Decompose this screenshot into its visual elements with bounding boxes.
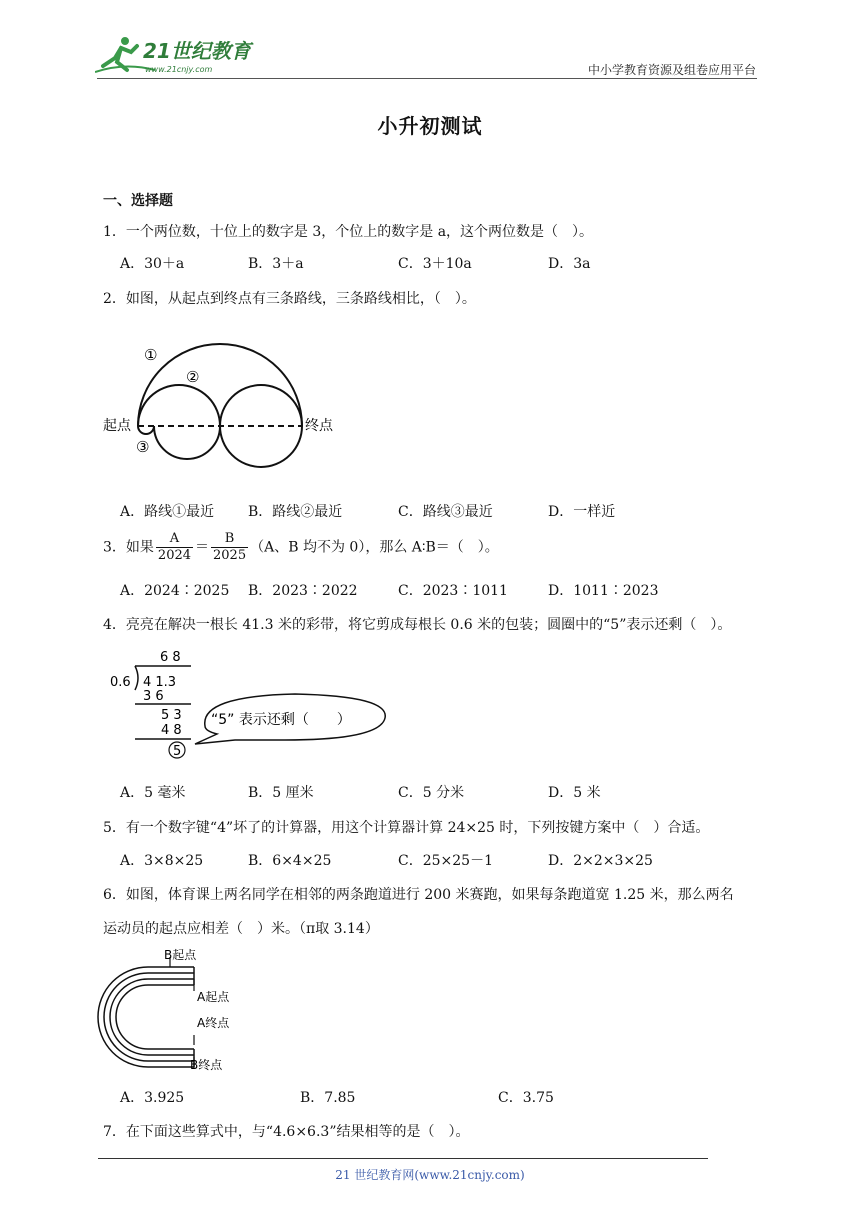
logo-text: 21世纪教育: [143, 39, 251, 63]
a-end-label: A终点: [197, 1016, 230, 1030]
route-1-label: ①: [144, 346, 158, 364]
footer-divider: [98, 1158, 708, 1159]
division-step-2: 5 3: [161, 708, 182, 723]
q5-option-a[interactable]: A．3×8×25: [120, 853, 204, 869]
logo-url: www.21cnjy.com: [145, 65, 213, 74]
route-2-label: ②: [186, 368, 200, 386]
q1-option-d[interactable]: D．3a: [548, 256, 591, 272]
q5-option-d[interactable]: D．2×2×3×25: [548, 853, 653, 869]
q6-option-a[interactable]: A．3.925: [120, 1090, 185, 1106]
fraction-b-2025: $\frac{B}{2025}$: [213, 531, 247, 563]
fraction-a-2024: $\frac{A}{2024}$: [157, 531, 192, 563]
q5-option-b[interactable]: B．6×4×25: [248, 853, 332, 869]
q3-suffix: （A、B 均不为 0），那么 A∶B＝（ ）。: [250, 539, 499, 556]
q2-option-d[interactable]: D．一样近: [548, 504, 616, 520]
q5-option-c[interactable]: C．25×25－1: [398, 853, 493, 869]
b-start-label: B起点: [164, 948, 197, 962]
division-dividend: 4 1.3: [143, 675, 177, 690]
question-2-stem: 2．如图，从起点到终点有三条路线，三条路线相比，（ ）。: [103, 291, 476, 307]
header-divider: [97, 78, 757, 79]
q4-option-c[interactable]: C．5 分米: [398, 785, 465, 801]
division-step-3: 4 8: [161, 723, 182, 738]
route-3-label: ③: [136, 438, 150, 456]
q1-option-c[interactable]: C．3＋10a: [398, 256, 472, 272]
bubble-text: “5” 表示还剩（ ）: [211, 712, 351, 728]
q3-prefix: 3．如果: [103, 539, 154, 556]
site-logo: [95, 32, 265, 76]
a-start-label: A起点: [197, 990, 230, 1004]
footer-link[interactable]: 21 世纪教育网(www.21cnjy.com): [335, 1168, 525, 1182]
q3-option-a[interactable]: A．2024∶2025: [120, 583, 230, 599]
q6-option-b[interactable]: B．7.85: [300, 1090, 356, 1106]
question-3-stem: [103, 531, 499, 564]
q3-option-c[interactable]: C．2023∶1011: [398, 583, 508, 599]
q4-option-a[interactable]: A．5 毫米: [120, 785, 186, 801]
question-6-stem: 6．如图，体育课上两名同学在相邻的两条跑道进行 200 米赛跑，如果每条跑道宽 1.25 米，那么两名: [103, 887, 734, 903]
question-4-stem: 4．亮亮在解决一根长 41.3 米的彩带，将它剪成每根长 0.6 米的包装；圆圈中的“5”表示还剩（ ）。: [103, 617, 732, 633]
q4-option-d[interactable]: D．5 米: [548, 785, 601, 801]
running-track-figure: [96, 945, 246, 1075]
routes-figure: [100, 340, 350, 470]
question-1-stem: 1．一个两位数，十位上的数字是 3，个位上的数字是 a，这个两位数是（ ）。: [103, 224, 594, 240]
page-title: 小升初测试: [377, 114, 483, 138]
division-remainder: 5: [173, 744, 182, 759]
q2-option-c[interactable]: C．路线③最近: [398, 504, 493, 520]
q3-eq: ＝: [195, 539, 210, 556]
q2-option-a[interactable]: A．路线①最近: [120, 504, 215, 520]
q3-option-d[interactable]: D．1011∶2023: [548, 583, 659, 599]
b-end-label: B终点: [190, 1058, 223, 1072]
end-label: 终点: [305, 418, 333, 434]
q3-option-b[interactable]: B．2023∶2022: [248, 583, 358, 599]
q1-option-a[interactable]: A．30＋a: [120, 256, 185, 272]
header-platform-text: 中小学教育资源及组卷应用平台: [587, 63, 756, 77]
question-6-stem-2: 运动员的起点应相差（ ）米。（π取 3.14）: [103, 921, 379, 937]
question-7-stem: 7．在下面这些算式中，与“4.6×6.3”结果相等的是（ ）。: [103, 1124, 470, 1140]
q2-option-b[interactable]: B．路线②最近: [248, 504, 343, 520]
division-quotient: 6 8: [160, 650, 181, 665]
division-step-1: 3 6: [143, 689, 164, 704]
start-label: 起点: [103, 418, 131, 434]
q6-option-c[interactable]: C．3.75: [498, 1090, 554, 1106]
q1-option-b[interactable]: B．3＋a: [248, 256, 304, 272]
long-division-figure: [105, 646, 395, 766]
section-heading: 一、选择题: [103, 193, 173, 209]
question-5-stem: 5．有一个数字键“4”坏了的计算器，用这个计算器计算 24×25 时，下列按键方案中（ ）合适。: [103, 820, 710, 836]
q4-option-b[interactable]: B．5 厘米: [248, 785, 314, 801]
division-divisor: 0.6: [110, 675, 131, 690]
